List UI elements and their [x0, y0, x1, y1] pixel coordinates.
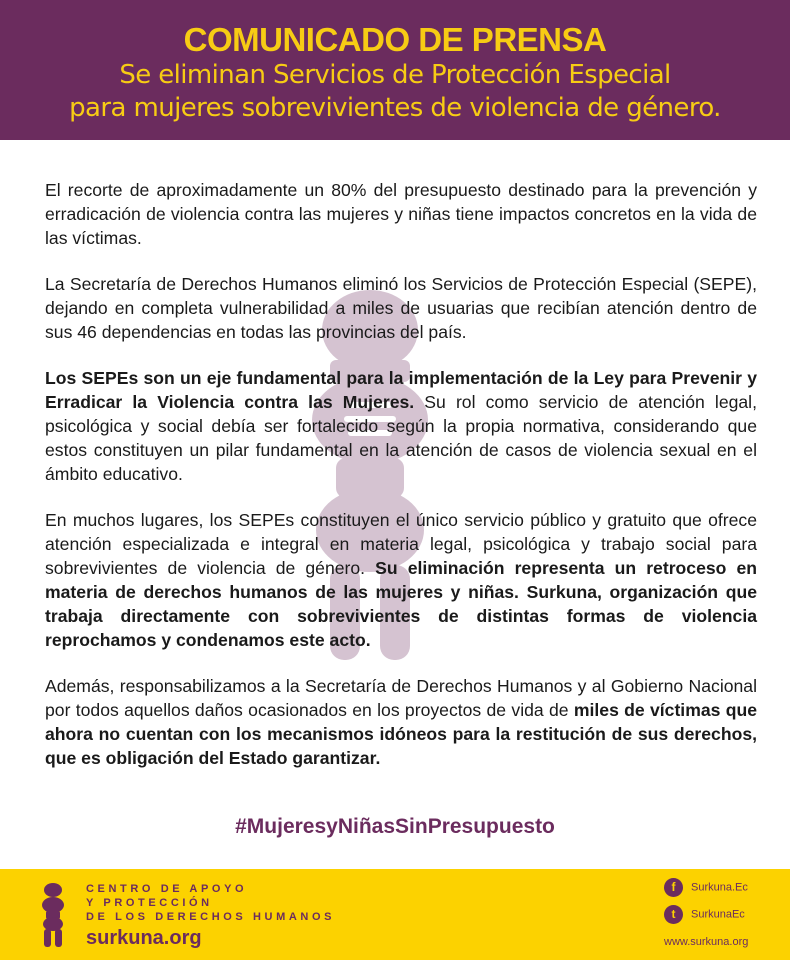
paragraph-5 [45, 674, 757, 770]
paragraph-4-text: En muchos lugares, los SEPEs constituyen el único servicio público y gratuito que ofrece atención especializada e integral en materia legal, psicológica y trabajo social para sobrevivientes de violencia de género. [45, 510, 757, 578]
facebook-handle: Surkuna.Ec [691, 881, 748, 894]
facebook-link[interactable] [664, 878, 748, 897]
paragraph-4-bold: Su eliminación representa un retroceso en materia de derechos humanos de las mujeres y niñas. Surkuna, organización que trabaja directamente con sobrevivientes de distintas formas de violencia reprochamos y condenamos este acto. [45, 558, 757, 650]
subtitle-line-1: Se eliminan Servicios de Protección Especial [119, 60, 671, 90]
paragraph-1: El recorte de aproximadamente un 80% del presupuesto destinado para la prevención y erradicación de violencia contra las mujeres y niñas tiene impactos concretos en la vida de las víctimas. [45, 180, 757, 248]
paragraph-3-bold: Los SEPEs son un eje fundamental para la implementación de la Ley para Prevenir y Erradicar la Violencia contra las Mujeres. [45, 368, 757, 412]
paragraph-3-text: Su rol como servicio de atención legal, psicológica y social debía ser fortalecido según la propia normativa, considerando que estos constituyen un pilar fundamental en la atención de casos de violencia sexual en el ámbito educativo. [45, 392, 757, 484]
organization-name [86, 882, 335, 924]
twitter-handle: SurkunaEc [691, 908, 745, 921]
paragraph-2: La Secretaría de Derechos Humanos eliminó los Servicios de Protección Especial (SEPE), dejando en completa vulnerabilidad a miles de usuarias que recibían atención dentro de sus 46 dependencias en todas las provincias del país. [45, 274, 757, 342]
header-banner [0, 0, 790, 140]
page-title: COMUNICADO DE PRENSA [183, 21, 607, 58]
paragraph-4 [45, 508, 757, 652]
org-name-line-1: CENTRO DE APOYO [86, 883, 248, 895]
surkuna-logo-icon [40, 883, 66, 947]
twitter-link[interactable] [664, 905, 745, 924]
hashtag: #MujeresyNiñasSinPresupuesto [235, 815, 555, 838]
paragraph-5-text: Además, responsabilizamos a la Secretaría de Derechos Humanos y al Gobierno Nacional por todos aquellos daños ocasionados en los proyectos de vida de [45, 676, 757, 720]
facebook-icon: f [664, 878, 683, 897]
paragraph-3 [45, 366, 757, 486]
paragraph-5-bold: miles de víctimas que ahora no cuentan con los mecanismos idóneos para la restitución de sus derechos, que es obligación del Estado garantizar. [45, 700, 757, 768]
organization-website[interactable]: surkuna.org [86, 927, 202, 949]
footer-bar [0, 869, 790, 960]
website-link[interactable]: www.surkuna.org [664, 936, 749, 948]
twitter-icon: t [664, 905, 683, 924]
org-name-line-2: Y PROTECCIÓN [86, 897, 213, 909]
org-name-line-3: DE LOS DERECHOS HUMANOS [86, 911, 336, 923]
subtitle-line-2: para mujeres sobrevivientes de violencia de género. [69, 93, 721, 123]
press-release-body [45, 178, 757, 792]
